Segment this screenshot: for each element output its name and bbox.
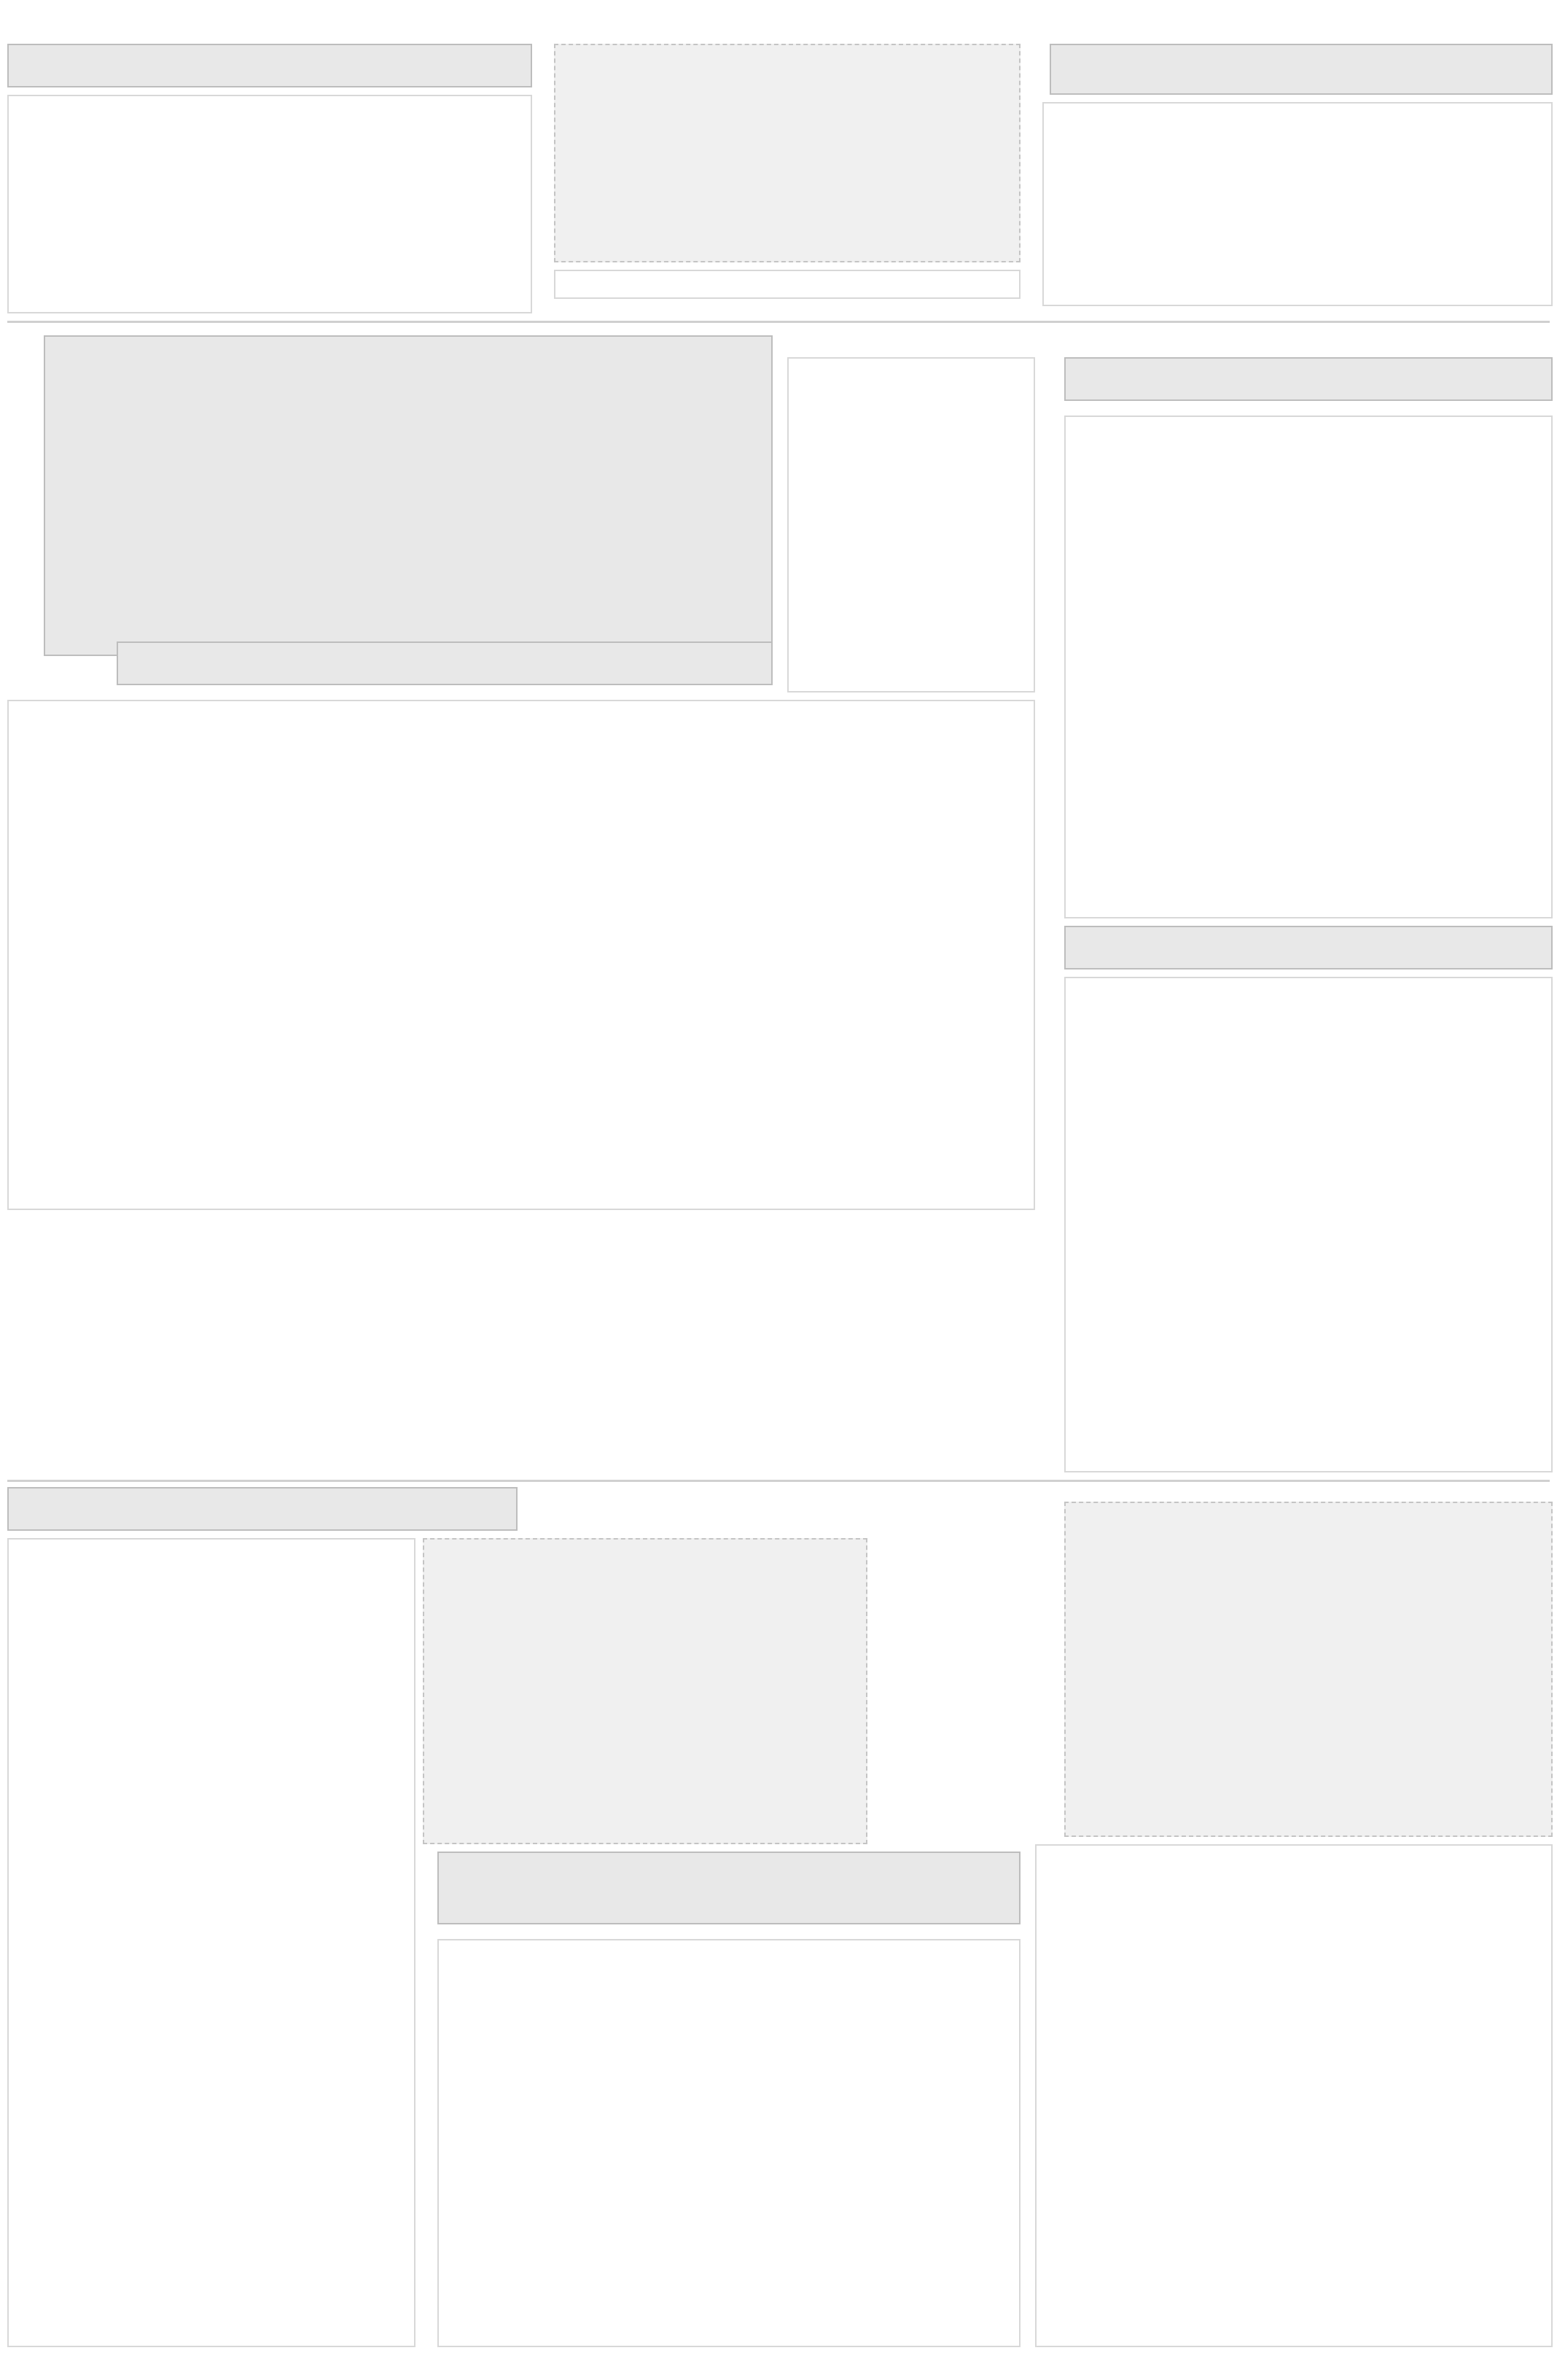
story-top-right-headline [1050,44,1553,95]
photo-bottom-left [423,1538,867,1844]
lead-story-highlights [787,357,1035,692]
divider [7,1480,1550,1482]
story-top-left-body [7,95,532,313]
divider [7,321,1550,323]
folio-line [554,270,1021,299]
lead-story-subhead [117,641,773,685]
story-top-right-body [1042,102,1553,306]
story-bottom-left-body [7,1538,415,2347]
photo-bottom-right [1064,1502,1553,1837]
photo-top-center [554,44,1021,262]
lead-story-headline [44,335,773,656]
story-right-1-body [1064,415,1553,918]
story-right-1-headline [1064,357,1553,401]
story-bottom-center-body [437,1939,1021,2347]
story-right-2-headline [1064,926,1553,969]
lead-story-body [7,700,1035,1210]
story-bottom-left-headline [7,1487,518,1531]
story-top-left-headline [7,44,532,87]
story-bottom-center-headline [437,1852,1021,1924]
story-right-2-body [1064,977,1553,1472]
story-bottom-right-body [1035,1844,1553,2347]
